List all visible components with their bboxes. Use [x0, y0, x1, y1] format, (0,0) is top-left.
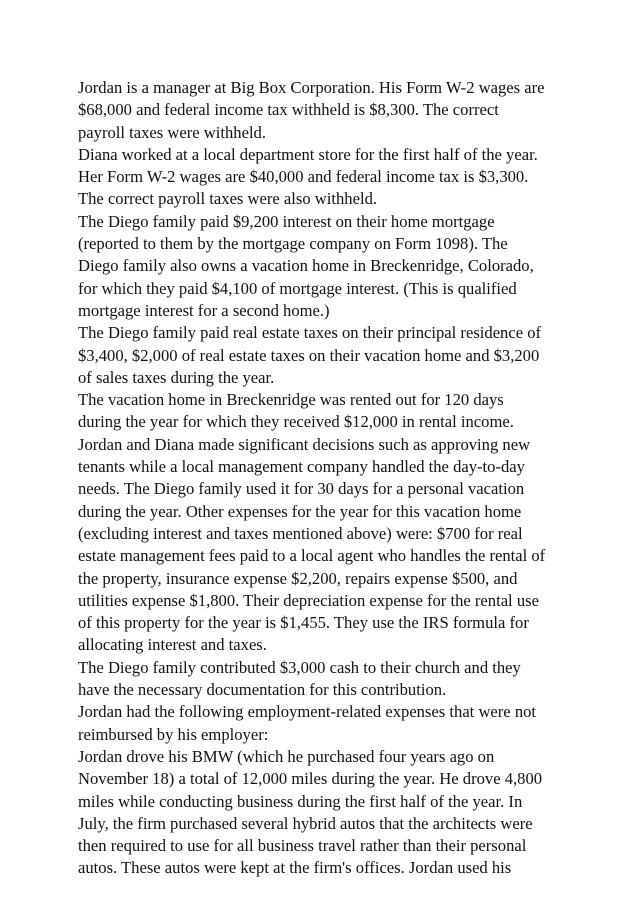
text-line: Diana worked at a local department store for the first half of the year.	[78, 144, 538, 164]
text-line: reimbursed by his employer:	[78, 724, 269, 744]
text-line: autos. These autos were kept at the firm's offices. Jordan used his	[78, 858, 512, 878]
text-line: miles while conducting business during the first half of the year. In	[78, 791, 523, 811]
text-line: utilities expense $1,800. Their depreciation expense for the rental use	[78, 590, 539, 610]
text-line: during the year. Other expenses for the year for this vacation home	[78, 501, 522, 521]
text-line: for which they paid $4,100 of mortgage interest. (This is qualified	[78, 278, 517, 298]
text-line: November 18) a total of 12,000 miles during the year. He drove 4,800	[78, 769, 543, 789]
text-line: The Diego family paid $9,200 interest on their home mortgage	[78, 211, 495, 231]
text-line: during the year for which they received $12,000 in rental income.	[78, 412, 514, 432]
text-line: have the necessary documentation for this contribution.	[78, 680, 447, 700]
text-line: (excluding interest and taxes mentioned above) were: $700 for real	[78, 523, 523, 543]
text-line: then required to use for all business travel rather than their personal	[78, 836, 527, 856]
text-line: of this property for the year is $1,455. They use the IRS formula for	[78, 613, 529, 633]
text-line: of sales taxes during the year.	[78, 367, 275, 387]
text-line: estate management fees paid to a local agent who handles the rental of	[78, 546, 546, 566]
text-line: The correct payroll taxes were also withheld.	[78, 189, 378, 209]
text-line: The Diego family contributed $3,000 cash to their church and they	[78, 657, 521, 677]
text-line: July, the firm purchased several hybrid autos that the architects were	[78, 813, 533, 833]
text-line: Jordan drove his BMW (which he purchased four years ago on	[78, 746, 495, 766]
text-line: The Diego family paid real estate taxes on their principal residence of	[78, 323, 542, 343]
text-line: Jordan and Diana made significant decisions such as approving new	[78, 434, 531, 454]
text-line: Jordan is a manager at Big Box Corporation. His Form W-2 wages are	[78, 78, 545, 97]
text-line: mortgage interest for a second home.)	[78, 300, 330, 320]
text-line: $3,400, $2,000 of real estate taxes on their vacation home and $3,200	[78, 345, 540, 365]
text-line: Her Form W-2 wages are $40,000 and federal income tax is $3,300.	[78, 167, 529, 187]
text-line: needs. The Diego family used it for 30 days for a personal vacation	[78, 479, 525, 499]
text-line: payroll taxes were withheld.	[78, 122, 267, 142]
document-body	[78, 77, 578, 880]
text-line: the property, insurance expense $2,200, repairs expense $500, and	[78, 568, 518, 588]
text-line: tenants while a local management company handled the day-to-day	[78, 457, 525, 477]
text-line: The vacation home in Breckenridge was rented out for 120 days	[78, 390, 504, 410]
text-line: (reported to them by the mortgage company on Form 1098). The	[78, 234, 508, 254]
text-line: $68,000 and federal income tax withheld is $8,300. The correct	[78, 100, 499, 120]
text-line: allocating interest and taxes.	[78, 635, 267, 655]
text-line: Diego family also owns a vacation home in Breckenridge, Colorado,	[78, 256, 534, 276]
text-line: Jordan had the following employment-related expenses that were not	[78, 702, 537, 722]
